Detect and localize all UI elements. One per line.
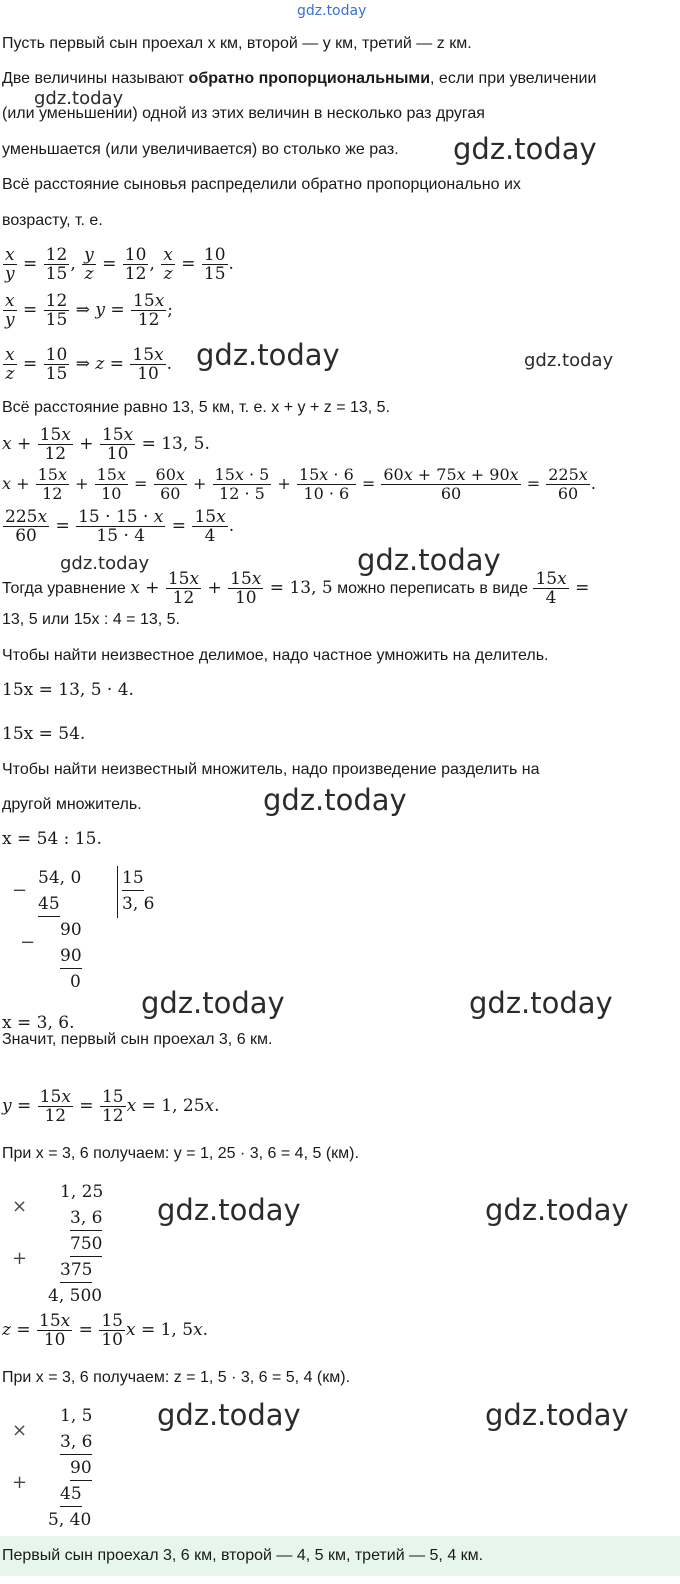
plus-sign: + [12,1248,28,1269]
final-answer: Первый сын проехал 3, 6 км, второй — 4, 5 км, третий — 5, 4 км. [2,1547,484,1564]
watermark: gdz.today [469,986,613,1020]
equation-step: 15x = 13, 5 · 4. [2,680,134,700]
y-coefficient-line: y = $\frac{15x}{12}$ = $\frac{15}{12}$ x = 1, 25x. [2,1087,220,1126]
watermark: gdz.today [453,132,597,166]
rewrite-result: 13, 5 или 15x : 4 = 13, 5. [2,611,180,628]
division-quotient: 3, 6 [122,894,155,914]
division-final-remainder: 0 [70,972,81,992]
mult-partial: 45 [60,1482,82,1507]
division-subtrahend: 45 [38,892,60,917]
rewrite-text: можно переписать в виде [337,580,528,597]
definition-line: уменьшается (или увеличивается) во столько же раз. [2,141,399,158]
division-bracket [117,866,118,918]
z-coefficient-line: z = $\frac{15x}{10}$ = $\frac{15}{10}$ x = 1, 5x. [2,1311,209,1350]
first-son-result: Значит, первый сын проехал 3, 6 км. [2,1031,273,1048]
times-sign: × [12,1196,28,1217]
intro-line: Пусть первый сын проехал x км, второй — y км, третий — z км. [2,35,472,52]
z-expression: $\frac{x}{z}$ = $\frac{10}{15}$ ⇒ z = $\frac{15x}{10}$ . [5,345,173,384]
rule-multiplication: другой множитель. [2,796,142,813]
watermark: gdz.today [297,3,367,19]
definition-text: Две величины называют [2,70,189,87]
rule-division: Чтобы найти неизвестное делимое, надо частное умножить на делитель. [2,647,549,664]
watermark: gdz.today [485,1398,629,1432]
proportion-equation: $\frac{x}{y}$ = $\frac{12}{15}$ , $\frac{y}{z}$ = $\frac{10}{12}$ , $\frac{x}{z}$ = $\frac{10}{15}$ . [5,245,234,284]
watermark: gdz.today [524,350,614,371]
watermark: gdz.today [485,1193,629,1227]
mult-partial: 750 [70,1232,102,1257]
mult-partial: 90 [70,1456,92,1481]
minus-sign: − [20,932,36,953]
reduced-fraction-line: $\frac{225x}{60}$ = $\frac{15 \cdot 15 \cdot x}{15 \cdot 4}$ = $\frac{15x}{4}$ . [5,507,235,546]
division-divisor: 15 [122,866,144,891]
z-substitution: При x = 3, 6 получаем: z = 1, 5 · 3, 6 = 5, 4 (км). [2,1369,351,1386]
equation-step: 15x = 54. [2,724,86,744]
division-subtrahend: 90 [60,944,82,969]
common-denominator-line: x + $\frac{15x}{12}$ + $\frac{15x}{10}$ = $\frac{60x}{60}$ + $\frac{15x \cdot 5}{12 \cdot 5}$ + $\frac{15x \cdot 6}{10 \cdot 6}$ = $\frac{60x + 75x + 90x}{60}$ = $\frac{225x}{60}$ . [2,465,596,503]
mult-factor: 1, 5 [60,1406,93,1426]
y-expression: $\frac{x}{y}$ = $\frac{12}{15}$ ⇒ y = $\frac{15x}{12}$ ; [5,291,174,330]
total-distance-line: Всё расстояние равно 13, 5 км, т. е. x + y + z = 13, 5. [2,399,391,416]
equation-step: x = 3, 6. [2,1013,75,1033]
watermark: gdz.today [34,88,124,109]
division-dividend: 54, 0 [38,868,82,888]
definition-line [2,69,596,89]
watermark: gdz.today [157,1193,301,1227]
rewrite-text: Тогда уравнение [2,580,126,597]
watermark: gdz.today [157,1398,301,1432]
watermark: gdz.today [263,783,407,817]
times-sign: × [12,1420,28,1441]
minus-sign: − [12,880,28,901]
distribution-line: Всё расстояние сыновья распределили обратно пропорционально их [2,176,521,193]
mult-factor: 3, 6 [70,1206,102,1231]
y-substitution: При x = 3, 6 получаем: y = 1, 25 · 3, 6 = 4, 5 (км). [2,1145,359,1162]
mult-result: 5, 40 [48,1510,92,1530]
division-remainder: 90 [60,920,82,940]
substituted-equation: x + $\frac{15x}{12}$ + $\frac{15x}{10}$ = 13, 5. [2,425,210,464]
equation-step: x = 54 : 15. [2,829,102,849]
mult-factor: 1, 25 [60,1182,104,1202]
distribution-line: возрасту, т. е. [2,212,103,229]
watermark: gdz.today [357,543,501,577]
watermark: gdz.today [196,338,340,372]
definition-line: (или уменьшении) одной из этих величин в несколько раз другая [2,105,485,122]
mult-factor: 3, 6 [60,1430,92,1455]
plus-sign: + [12,1472,28,1493]
definition-term: обратно пропорциональными [188,70,431,87]
rewrite-line: Тогда уравнение x + $\frac{15x}{12}$ + $\frac{15x}{10}$ = 13, 5 можно переписать в виде $\frac{15x}{4}$ = [2,569,590,608]
mult-result: 4, 500 [48,1286,103,1306]
watermark: gdz.today [60,553,150,574]
definition-text: , если при увеличении [430,70,597,87]
watermark: gdz.today [141,986,285,1020]
rule-multiplication: Чтобы найти неизвестный множитель, надо произведение разделить на [2,761,540,778]
mult-partial: 375 [60,1258,92,1283]
